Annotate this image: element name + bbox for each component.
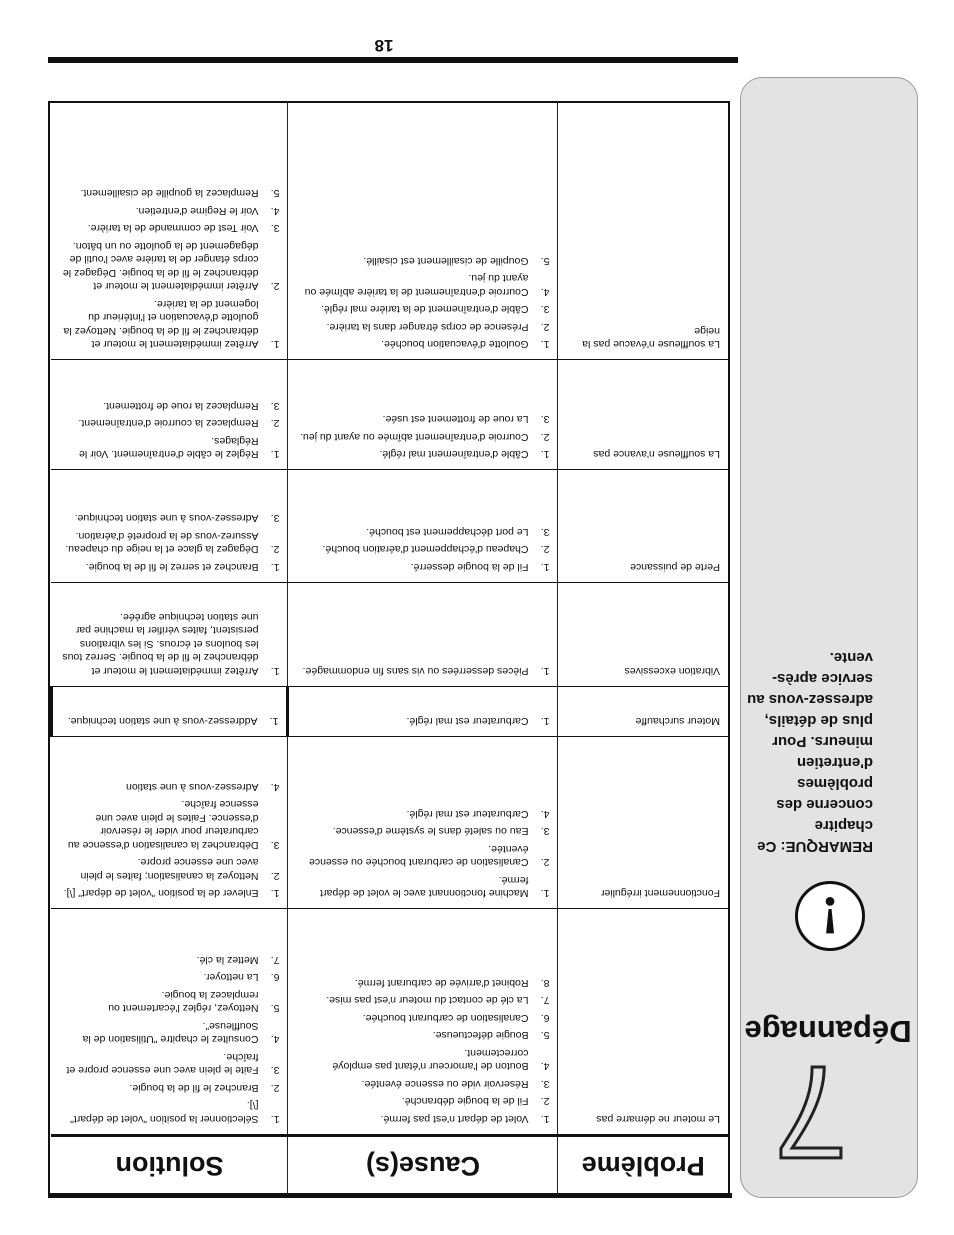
item-number: 5.: [540, 1029, 550, 1042]
item-number: 2.: [270, 543, 280, 556]
cause-cell-list: [295, 806, 550, 899]
list-item: [58, 953, 280, 967]
list-item: [295, 1094, 550, 1108]
table-row: [52, 470, 729, 582]
item-text: Voir le Regime d'entretien.: [135, 204, 259, 217]
item-number: 3.: [540, 413, 550, 426]
list-item: [59, 714, 279, 728]
problem-cell: Fonctionnement irrégulier: [558, 737, 728, 909]
cause-cell-list: [295, 976, 550, 1126]
item-text: Arrêtez immédiatement le moteur et débranchez le fil de la bougie. Serrez tous les boulons et écrous. Si les vibrations persistent, faites vérifier la machine par une station technique agréée.: [62, 610, 259, 677]
table-row: [52, 103, 729, 360]
item-number: 1.: [269, 715, 279, 728]
solution-cell: [52, 686, 289, 736]
item-number: 2.: [540, 1095, 550, 1108]
table-row: [52, 737, 729, 909]
item-text: Eau ou saleté dans le système d'essence.: [332, 825, 529, 838]
problem-cell: Moteur surchauffe: [558, 686, 728, 736]
list-item: [58, 797, 280, 851]
item-text: Adressez-vous à une station technique.: [74, 512, 259, 525]
solution-cell: [52, 470, 289, 582]
list-item: [58, 528, 280, 555]
item-number: 1.: [540, 715, 550, 728]
item-text: Robinet d'arrivée de carburant fermé.: [354, 977, 529, 989]
cause-cell-list: [295, 412, 550, 461]
item-number: 1.: [270, 1113, 280, 1125]
list-item: [58, 1050, 280, 1077]
item-text: Fil de la bougie desserré.: [410, 560, 529, 573]
item-text: Goupille de cisaillement est cisaillé.: [363, 254, 529, 267]
list-item: [295, 663, 550, 677]
solution-cell-list: [58, 186, 280, 351]
item-number: 2.: [270, 417, 280, 430]
cause-cell: [288, 686, 558, 736]
item-number: 6.: [270, 971, 280, 984]
list-item: [295, 976, 550, 990]
list-item: [295, 524, 550, 538]
item-number: 1.: [540, 560, 550, 573]
list-item: [295, 993, 550, 1007]
item-number: 7.: [270, 954, 280, 966]
item-text: Bougie défectueuse.: [432, 1029, 529, 1042]
list-item: [295, 337, 550, 351]
list-item: [295, 872, 550, 899]
item-text: Machine fonctionnant avec le volet de départ fermé.: [320, 873, 529, 900]
list-item: [58, 1019, 280, 1046]
item-number: 2.: [270, 869, 280, 882]
list-item: [58, 511, 280, 525]
item-text: Carburateur est mal réglé.: [406, 715, 529, 728]
list-item: [58, 186, 280, 200]
list-item: [58, 779, 280, 793]
solution-cell: [52, 360, 289, 470]
item-number: 5.: [270, 187, 280, 200]
cause-cell: [288, 909, 558, 1136]
list-item: [58, 559, 280, 573]
item-text: Le port déchappement est bouché.: [366, 525, 529, 538]
cause-cell-list: [295, 253, 550, 350]
item-number: 1.: [540, 338, 550, 351]
item-text: Débranchez la canalisation d'essence au carburateur pour vider le réservoir d'essence. Faites le plein avec une essence fraîche.: [67, 798, 259, 851]
list-item: [295, 447, 550, 461]
cause-cell-list: [295, 524, 550, 573]
item-number: 3.: [270, 512, 280, 525]
list-item: [58, 433, 280, 460]
list-item: [58, 1098, 280, 1125]
item-number: 1.: [540, 664, 550, 677]
item-text: Consultez le chapitre "Utilisation de la Souffleuse".: [82, 1020, 259, 1046]
list-item: [295, 1077, 550, 1091]
list-item: [58, 1081, 280, 1095]
item-text: Arrêtez immédiatement le moteur et débranchez le fil de la bougie. Nettoyez la goulotte d'évacuation et l'intérieur du logement de la tarière.: [63, 297, 259, 351]
item-text: Adressez-vous à une station: [126, 780, 259, 793]
problem-cell: Le moteur ne démarre pas: [558, 909, 728, 1136]
item-text: Réglez le câble d'entraînement. Voir le Réglages.: [79, 434, 259, 461]
troubleshooting-table: [48, 101, 730, 1195]
list-item: [296, 714, 550, 728]
list-item: [58, 988, 280, 1015]
solution-cell: [52, 103, 289, 360]
item-number: 1.: [270, 560, 280, 573]
list-item: [58, 398, 280, 412]
item-number: 3.: [270, 1064, 280, 1077]
item-number: 3.: [270, 222, 280, 235]
item-number: 6.: [540, 1012, 550, 1024]
item-number: 1.: [270, 664, 280, 677]
cause-cell-list: [295, 663, 550, 677]
list-item: [295, 824, 550, 838]
item-text: Branchez le fil de la bougie.: [129, 1082, 259, 1094]
list-item: [58, 416, 280, 430]
list-item: [58, 609, 280, 677]
item-text: Sélectionner la position "volet de départ" [\].: [70, 1099, 259, 1125]
cause-cell: [288, 737, 558, 909]
cause-cell: [288, 470, 558, 582]
list-item: [295, 253, 550, 267]
list-item: [295, 542, 550, 556]
item-text: Présence de corps étranger dans la tarière.: [326, 320, 529, 333]
item-text: La nettoyer.: [203, 971, 259, 984]
solution-cell-list: [58, 953, 280, 1126]
page-number: 18: [374, 36, 394, 55]
item-number: 3.: [270, 838, 280, 851]
list-item: [295, 1011, 550, 1025]
chapter-note: REMARQUE: Ce chapitre concerne des problèmes d'entretien mineurs. Pour plus de détails, adressez-vous au service après-vente.: [747, 649, 873, 855]
item-text: Addressez-vous à une station technique.: [67, 715, 258, 728]
table-row: [52, 686, 729, 736]
item-text: Goulotte d'évacuation bouchée.: [381, 338, 529, 351]
list-item: [295, 806, 550, 820]
table-header-row: [52, 1136, 729, 1194]
item-number: 3.: [540, 1078, 550, 1090]
item-number: 2.: [270, 1082, 280, 1094]
table-row: [52, 582, 729, 686]
problem-cell: La souffleuse n'avance pas: [558, 360, 728, 470]
item-number: 1.: [270, 448, 280, 461]
item-number: 1.: [540, 887, 550, 900]
cause-cell: [288, 360, 558, 470]
item-text: Remplacez la courroie d'entraînement.: [78, 417, 259, 430]
problem-cell: La souffleuse n'évacue pas la neige: [558, 103, 728, 360]
item-number: 2.: [540, 430, 550, 443]
item-number: 1.: [270, 338, 280, 351]
list-item: [295, 429, 550, 443]
solution-cell-list: [58, 398, 280, 460]
item-text: Câble d'entraînement de la tarière mal réglé.: [321, 303, 529, 316]
list-item: [295, 559, 550, 573]
item-number: 4.: [270, 204, 280, 217]
item-number: 8.: [540, 977, 550, 989]
list-item: [58, 221, 280, 235]
list-item: [295, 412, 550, 426]
chapter-number: 7: [774, 1039, 848, 1186]
table-row: [52, 360, 729, 470]
list-item: [295, 1112, 550, 1126]
item-number: 4.: [270, 780, 280, 793]
table-row: [52, 909, 729, 1136]
cause-cell: [288, 103, 558, 360]
item-text: Canalisation de carburant bouchée ou essence éventée.: [309, 842, 529, 869]
item-number: 5.: [540, 254, 550, 267]
item-text: Nettoyez la canalisation; faites le plein avec une essence propre.: [80, 856, 259, 882]
list-item: [58, 203, 280, 217]
item-number: 2.: [540, 856, 550, 869]
item-number: 2.: [540, 320, 550, 333]
item-text: Fil de la bougie débranché.: [401, 1095, 529, 1108]
item-text: Remplacez la goupille de cisaillement.: [80, 187, 259, 200]
solution-cell-list: [59, 714, 279, 728]
item-text: Remplacez la roue de frottement.: [103, 399, 259, 412]
solution-cell: [52, 909, 289, 1136]
item-text: Réservoir vide ou essence éventée.: [361, 1078, 529, 1090]
item-number: 2.: [270, 280, 280, 293]
item-text: La roue de frottement est usée.: [382, 413, 529, 426]
problem-cell: Perte de puissance: [558, 470, 728, 582]
header-rule: [48, 57, 738, 63]
list-item: [295, 841, 550, 868]
list-item: [58, 238, 280, 292]
item-number: 5.: [270, 1002, 280, 1015]
item-number: 4.: [540, 1060, 550, 1073]
list-item: [58, 970, 280, 984]
item-number: 4.: [270, 1033, 280, 1046]
solution-cell-list: [58, 511, 280, 573]
item-text: Branchez et serrez le fil de la bougie.: [85, 560, 259, 573]
item-number: 1.: [270, 887, 280, 900]
item-number: 1.: [540, 448, 550, 461]
item-text: Carburateur est mal réglé.: [406, 807, 529, 820]
item-text: La clé de contact du moteur n'est pas mise.: [326, 994, 529, 1007]
chapter-title: Dépannage: [744, 1014, 912, 1049]
item-text: Volet de départ n'est pas fermé.: [380, 1113, 529, 1125]
header-cause: Cause(s): [288, 1136, 558, 1194]
list-item: [295, 319, 550, 333]
solution-cell: [52, 737, 289, 909]
item-number: 3.: [270, 399, 280, 412]
list-item: [295, 302, 550, 316]
chapter-side-panel: [740, 77, 918, 1198]
item-number: 3.: [540, 525, 550, 538]
item-text: Bouton de l'amorceur n'étant pas employé correctement.: [332, 1047, 529, 1073]
item-text: Chapeau d'échappement d'aération bouché.: [322, 543, 529, 556]
list-item: [295, 271, 550, 298]
solution-cell-list: [58, 609, 280, 677]
item-number: 4.: [540, 807, 550, 820]
item-number: 2.: [540, 543, 550, 556]
problem-cell: Vibration excessives: [558, 582, 728, 686]
exclamation-warning-icon: !: [795, 881, 865, 951]
solution-cell: [52, 582, 289, 686]
item-text: Faite le plein avec une essence propre et fraîche.: [66, 1051, 259, 1077]
list-item: [295, 1046, 550, 1073]
list-item: [58, 855, 280, 882]
list-item: [58, 296, 280, 350]
item-text: Voir Test de commande de la tarière.: [87, 222, 259, 235]
item-number: 3.: [540, 303, 550, 316]
item-text: Courroie d'entraînement abîmée ou ayant du jeu.: [300, 430, 529, 443]
header-solution: Solution: [52, 1136, 289, 1194]
item-number: 4.: [540, 285, 550, 298]
cause-cell-list: [296, 714, 550, 728]
item-text: Canalisation de carburant bouchée.: [362, 1012, 529, 1024]
cause-cell: [288, 582, 558, 686]
item-text: Enlever de la position "volet de départ" [\].: [63, 887, 259, 900]
item-text: Pièces desserrées ou vis sans fin endommagée.: [302, 664, 529, 677]
item-text: Dégagez la glace et la neige du chapeau. Assurez-vous de la propreté d'aération.: [65, 529, 259, 556]
item-number: 3.: [540, 825, 550, 838]
item-number: 1.: [540, 1113, 550, 1125]
header-problem: Problème: [558, 1136, 728, 1194]
item-text: Nettoyez, réglez l'écartement ou remplacez la bougie.: [108, 989, 259, 1015]
list-item: [295, 1028, 550, 1042]
solution-cell-list: [58, 779, 280, 899]
item-text: Arrêter immédiatement le moteur et débranchez le fil de la bougie. Dégagez le corps étanger de la tarière avec l'outil de dégagement de la goulotte ou un bâton.: [62, 239, 259, 293]
list-item: [58, 886, 280, 900]
item-text: Courroie d'entraînement de la tarière abîmée ou ayant du jeu.: [304, 272, 529, 298]
item-number: 7.: [540, 994, 550, 1007]
item-text: Mettez la clé.: [196, 954, 259, 966]
item-text: Câble d'entraînement mal réglé.: [379, 448, 529, 461]
